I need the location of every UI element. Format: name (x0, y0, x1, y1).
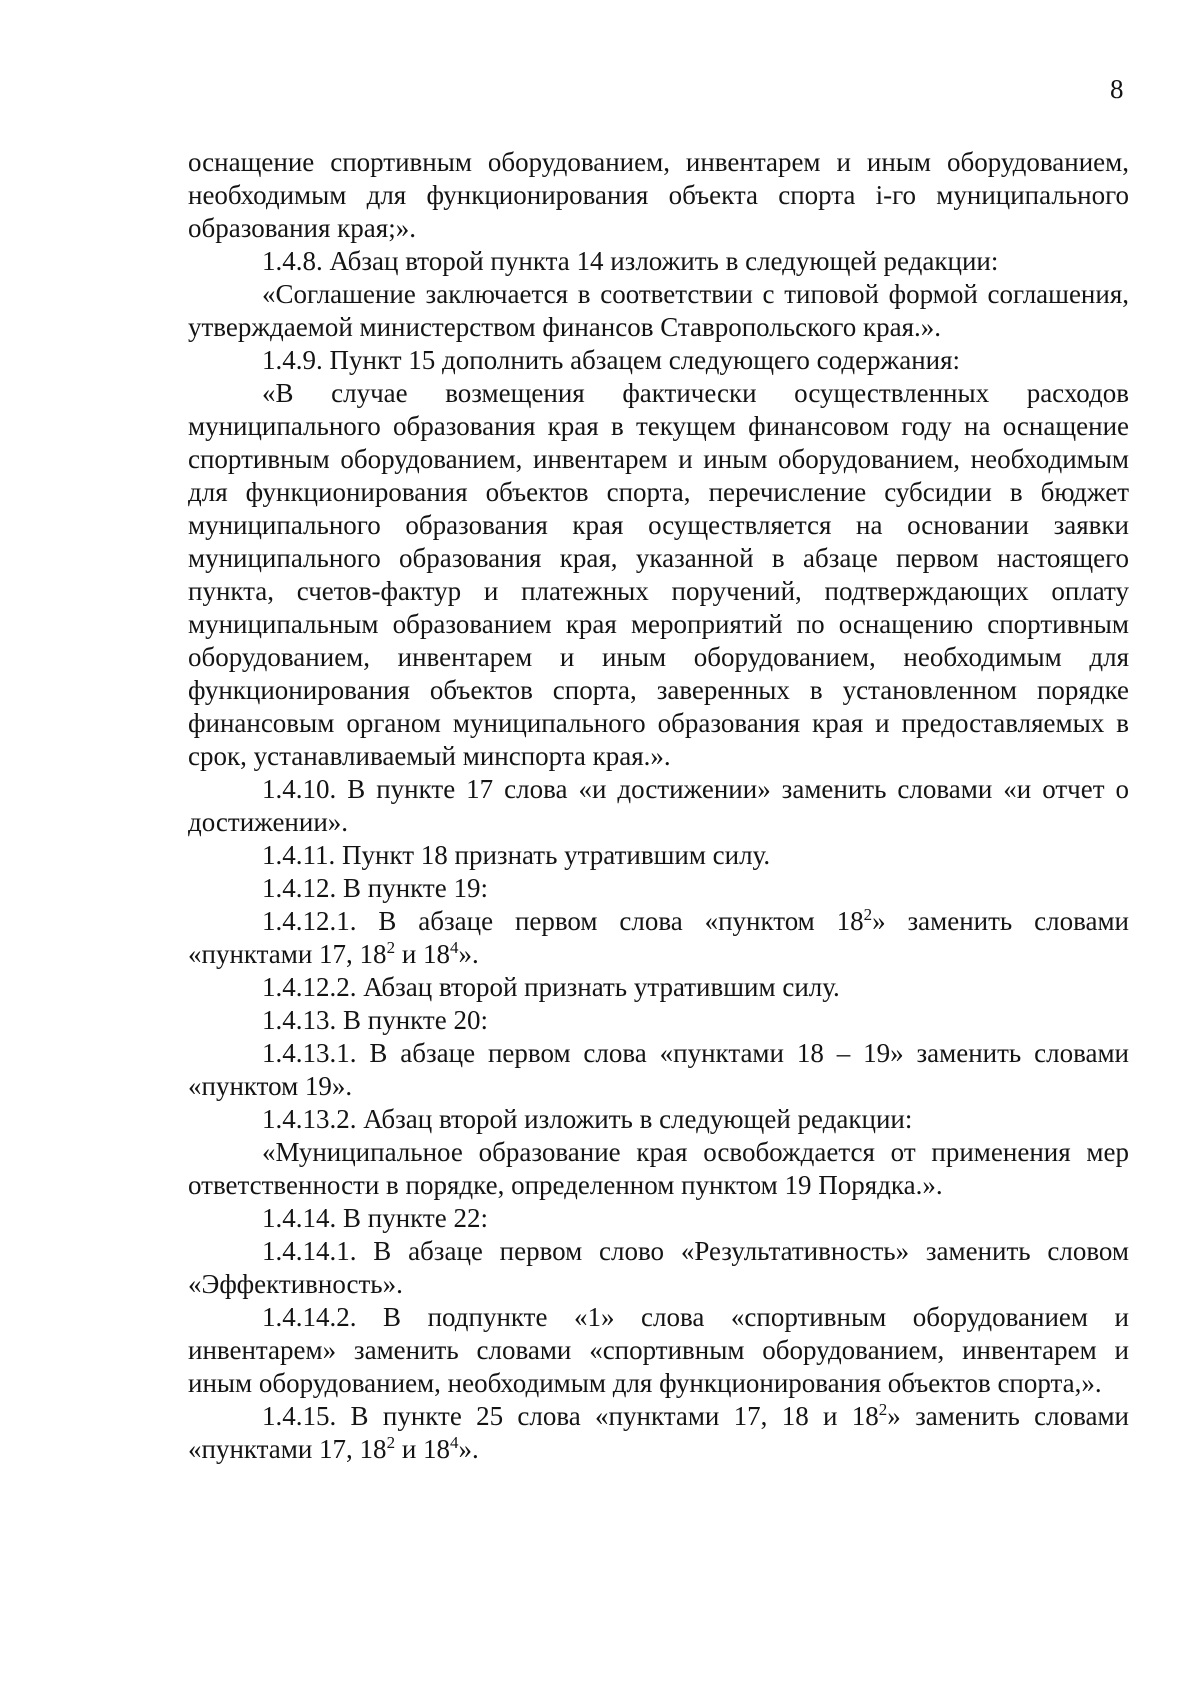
paragraph: 1.4.9. Пункт 15 дополнить абзацем следующего содержания: (262, 345, 961, 375)
superscript: 2 (386, 1433, 396, 1452)
paragraph: 1.4.13.2. Абзац второй изложить в следующей редакции: (262, 1104, 913, 1134)
paragraph: 1.4.10. В пункте 17 слова «и достижении» заменить словами «и отчет о достижении». (188, 774, 1129, 837)
paragraph: 1.4.12.2. Абзац второй признать утратившим силу. (262, 972, 840, 1002)
superscript: 2 (878, 1400, 888, 1419)
paragraph: «Муниципальное образование края освобождается от применения мер ответственности в порядке, определенном пунктом 19 Порядка.». (188, 1137, 1129, 1200)
paragraph: 1.4.15. В пункте 25 слова «пунктами 17, 18 и $18^2$» заменить словами «пунктами 17, $18^2$ и $18^4$». (188, 1400, 1129, 1464)
paragraph: 1.4.12.1. В абзаце первом слова «пунктом $18^2$» заменить словами «пунктами 17, $18^2$ и $18^4$». (188, 905, 1129, 969)
paragraph: 1.4.11. Пункт 18 признать утратившим силу. (262, 840, 771, 870)
paragraph: оснащение спортивным оборудованием, инвентарем и иным оборудованием, необходимым для функционирования объекта спорта i-го муниципального образования края;». (188, 147, 1129, 243)
paragraph: 1.4.14. В пункте 22: (262, 1203, 488, 1233)
paragraph: «В случае возмещения фактически осуществленных расходов муниципального образования края в текущем финансовом году на оснащение спортивным оборудованием, инвентарем и иным оборудованием, необходимым для функционирования объектов спорта, перечисление субсидии в бюджет муниципального образования края осуществляется на основании заявки муниципального образования края, указанной в абзаце первом настоящего пункта, счетов-фактур и платежных поручений, подтверждающих оплату муниципальным образованием края мероприятий по оснащению спортивным оборудованием, инвентарем и иным оборудованием, необходимым для функционирования объектов спорта, заверенных в установленном порядке финансовым органом муниципального образования края и предоставляемых в срок, устанавливаемый минспорта края.». (188, 378, 1129, 771)
superscript: 4 (450, 1433, 459, 1452)
page-number: 8 (1110, 74, 1124, 104)
document-body (188, 146, 1129, 1466)
paragraph: 1.4.8. Абзац второй пункта 14 изложить в следующей редакции: (262, 246, 999, 276)
paragraph: 1.4.13. В пункте 20: (262, 1005, 488, 1035)
superscript: 4 (450, 938, 459, 957)
paragraph: 1.4.14.2. В подпункте «1» слова «спортивным оборудованием и инвентарем» заменить словами «спортивным оборудованием, инвентарем и иным оборудованием, необходимым для функционирования объектов спорта,». (188, 1302, 1129, 1398)
superscript: 2 (386, 938, 396, 957)
superscript: 2 (863, 905, 873, 924)
paragraph: «Соглашение заключается в соответствии с типовой формой соглашения, утверждаемой министерством финансов Ставропольского края.». (188, 279, 1129, 342)
paragraph: 1.4.13.1. В абзаце первом слова «пунктами 18 – 19» заменить словами «пунктом 19». (188, 1038, 1129, 1101)
paragraph: 1.4.14.1. В абзаце первом слово «Результативность» заменить словом «Эффективность». (188, 1236, 1129, 1299)
paragraph: 1.4.12. В пункте 19: (262, 873, 488, 903)
